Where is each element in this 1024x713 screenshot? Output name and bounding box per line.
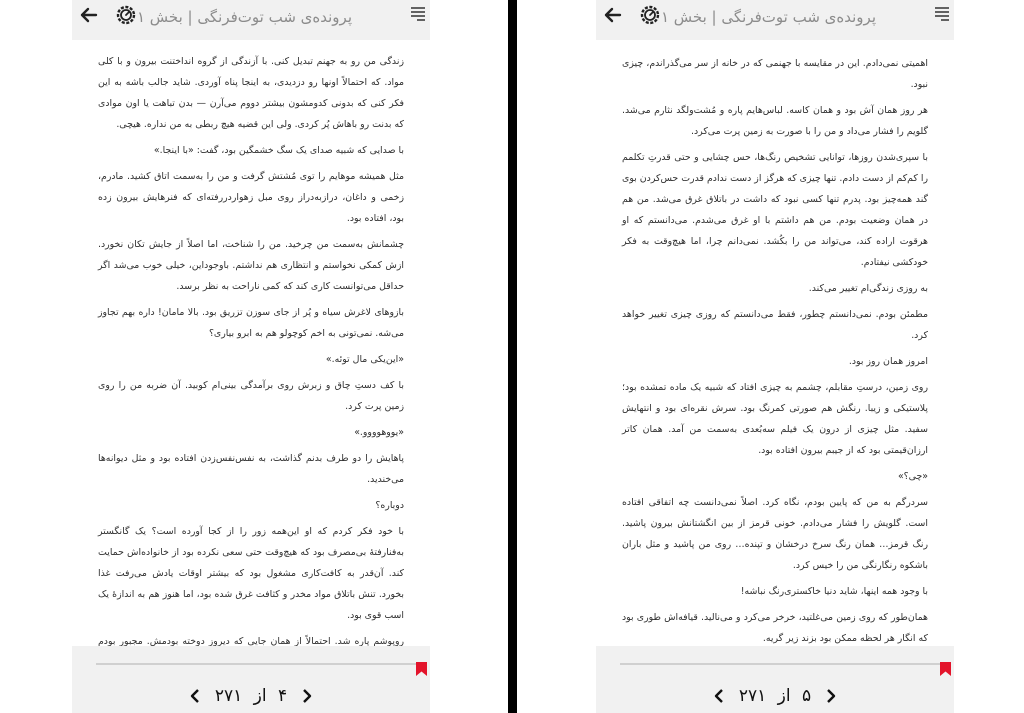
paragraph: همان‌طور که روی زمین می‌غلتید، خرخر می‌کرد و می‌نالید. قیافه‌اش طوری بود که انگار هر لحظه ممکن بود بزند زیر گریه. — [622, 612, 928, 644]
paragraph: مثل همیشه موهایم را توی مُشتش گرفت و من را به‌سمت اتاق کشید. مادرم، زخمی و داغان، درازبه‌دراز روی مبل زهواردررفته‌ای که فنرهایش بیرون زده بود، افتاده بود. — [98, 171, 404, 224]
chevron-left-icon[interactable] — [187, 688, 203, 704]
chevron-left-icon[interactable] — [711, 688, 727, 704]
paragraph: با سپری‌شدن روزها، توانایی تشخیص رنگ‌ها، حس چشایی و حتی قدرتِ تکلمم را کم‌کم از دست دادم. تنها چیزی که هرگز از دست ندادم قدرت حس‌کردن بوی گند همه‌چیز بود. پدرم تنها کسی نبود که داشت در باتلاق غرق می‌شد. من هم در همان وضعیت بودم. من هم داشتم با او غرق می‌شدم. می‌دانستم که او هرقوت اراده کند، می‌تواند من را بکُشد. نمی‌دانم چرا، اما هیچ‌وقت به فکر خودکشی نیفتادم. — [622, 152, 928, 268]
paragraph: روی زمین، درستِ مقابلم، چشمم به چیزی افتاد که شبیه یک ماده تمشده بود؛ پلاستیکی و زیبا. رنگش هم صورتی کمرنگ بود. سرش نقره‌ای بود و انتهایش سفید. مثل چیزی از درون یک فیلم سه‌بُعدی به‌سمت من آمد. همان کاتر ارزان‌قیمتی بود که از جیبم بیرون افتاده بود. — [622, 382, 928, 456]
paragraph: با وجود همه اینها، شاید دنیا خاکستری‌رنگ نباشه! — [740, 586, 928, 597]
total-pages: ۲۷۱ — [738, 686, 767, 706]
paragraph: با خود فکر کردم که او این‌همه زور را از کجا آورده است؟ یک گانگستر به‌فنارفته‌ٔ بی‌مصرف بود که هیچ‌وقت حتی سعی نکرده بود از خانواده‌اش حمایت کند. آن‌قدر به کافت‌کاری مشغول بود که بیشتر اوقات یادش می‌رفت غذا بخورد. تنش باتلاق مواد مخدر و کثافت غرق شده بود، اما هنوز هم به اندازه‌ٔ یک اسب قوی بود. — [98, 526, 404, 621]
page-indicator — [596, 686, 954, 712]
page-text — [596, 40, 954, 646]
reader-pane-right — [596, 0, 954, 713]
paragraph: مطمئن بودم. نمی‌دانستم چطور، فقط می‌دانستم که روزی چیزی تغییر خواهد کرد. — [622, 309, 928, 341]
paragraph: دوباره؟ — [375, 500, 404, 511]
gear-icon[interactable] — [638, 3, 662, 27]
book-title: پرونده‌ی شب توت‌فرنگی | بخش ۱ — [660, 8, 876, 26]
paragraph: امروز همان روز بود. — [848, 356, 928, 367]
paragraph: «یووهوووو.» — [354, 427, 404, 438]
chevron-right-icon[interactable] — [823, 688, 839, 704]
window-divider — [508, 0, 517, 713]
paragraph: به روزی زندگی‌ام تغییر می‌کند. — [808, 283, 928, 294]
current-page: ۵ — [802, 686, 812, 706]
hamburger-menu-icon[interactable] — [932, 4, 952, 24]
paragraph: زندگی من رو به جهنم تبدیل کنی. با آزندگی از گروه انداختنت بیرون و با کلی مواد. که احتمالاً اونها رو دزدیدی، به اینجا پناه آوردی. شاید جالب باشه به این فکر کنی که بدونی کدومشون بیشتر دووم می‌آرن — بدن تباهت یا اون موادی که بدنت رو باهاش پُر کردی. ولی این قضیه هیچ ربطی به من نداره. هیچی. — [98, 56, 404, 130]
reading-progress-bar[interactable] — [96, 663, 418, 665]
paragraph: پاهایش را دو طرف بدنم گذاشت، به نفس‌نفس‌زدن افتاده بود و مثل دیوانه‌ها می‌خندید. — [98, 453, 404, 485]
reader-pane-left — [72, 0, 430, 713]
paragraph: سردرگم به من که پایین بودم، نگاه کرد. اصلاً نمی‌دانست چه اتفاقی افتاده است. گلویش را فشار می‌دادم. خونی قرمز از بین انگشتانش بیرون پاشید. رنگ قرمز… همان رنگ سرخ درخشان و تپنده… روی من پاشید و مثل باران باشکوه رنگارنگی من را خیس کرد. — [622, 497, 928, 571]
paragraph: با صدایی که شبیه صدای یک سگ خشمگین بود، گفت: «با اینجا.» — [153, 145, 404, 156]
paragraph: «این‌یکی مال توئه.» — [325, 354, 404, 365]
book-title: پرونده‌ی شب توت‌فرنگی | بخش ۱ — [136, 8, 352, 26]
reader-footer — [596, 646, 954, 713]
back-arrow-icon[interactable] — [600, 2, 626, 28]
back-arrow-icon[interactable] — [76, 2, 102, 28]
paragraph: «چی؟» — [897, 471, 928, 482]
paragraph: چشمانش به‌سمت من چرخید. من را شناخت، اما اصلاً از جایش تکان نخورد. ازش کمکی نخواستم و انتظاری هم نداشتم. باوجوداین، خیلی خوب می‌شد اگر حداقل می‌توانست کاری کند که کمی ناراحت به نظر برسد. — [98, 239, 404, 292]
hamburger-menu-icon[interactable] — [408, 4, 428, 24]
page-text — [72, 40, 430, 646]
paragraph: هر روز همان آش بود و همان کاسه. لباس‌هایم پاره و مُشت‌ولگد نثارم می‌شد. گلویم را فشار می‌داد و من را با صورت به زمین پرت می‌کرد. — [622, 105, 928, 137]
page-separator: از — [777, 686, 791, 706]
paragraph: بازوهای لاغرش سیاه و پُر از جای سوزن تزریق بود. بالا مامان! داره بهم تجاوز می‌شه. نمی‌تونی به اخم کوچولو هم به ابرو بیاری؟ — [98, 307, 404, 339]
chevron-right-icon[interactable] — [299, 688, 315, 704]
page-indicator — [72, 686, 430, 712]
bookmark-icon[interactable] — [416, 661, 427, 675]
reading-progress-bar[interactable] — [620, 663, 942, 665]
page-separator: از — [253, 686, 267, 706]
paragraph: روپوشم پاره شد. احتمالاً از همان جایی که دیروز دوخته بودمش. مجبور بودم — [98, 636, 404, 646]
current-page: ۴ — [278, 686, 288, 706]
gear-icon[interactable] — [114, 3, 138, 27]
paragraph: با کف دستِ چاق و زبرش روی برآمدگی بینی‌ام کوبید. آن ضربه من را روی زمین پرت کرد. — [98, 380, 404, 412]
reader-header — [596, 0, 954, 40]
reader-footer — [72, 646, 430, 713]
paragraph: اهمیتی نمی‌دادم. این در مقایسه با جهنمی که در خانه از سر می‌گذراندم، چیزی نبود. — [622, 58, 928, 90]
reader-header — [72, 0, 430, 40]
total-pages: ۲۷۱ — [214, 686, 243, 706]
bookmark-icon[interactable] — [940, 661, 951, 675]
